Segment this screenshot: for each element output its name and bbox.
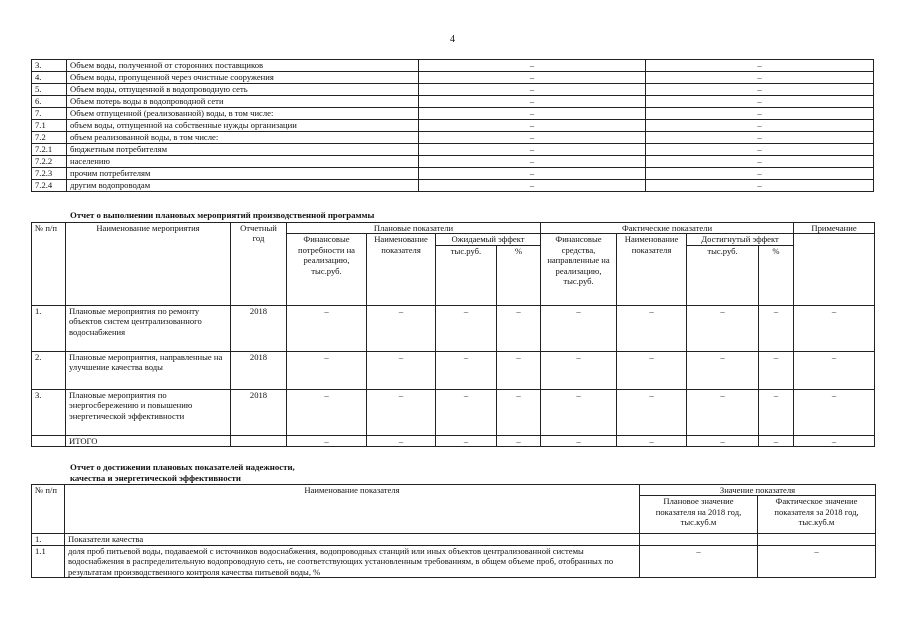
- row-num: 5.: [32, 84, 67, 96]
- row-value-2: –: [646, 156, 874, 168]
- row-value-1: –: [419, 96, 646, 108]
- row-num: 7.2.4: [32, 180, 67, 192]
- row-value-2: –: [646, 120, 874, 132]
- table-row: [32, 84, 874, 96]
- row-name: объем реализованной воды, в том числе:: [67, 132, 419, 144]
- total-value-3: –: [436, 435, 497, 446]
- col-header-fact-effect: Достигнутый эффект: [687, 234, 794, 245]
- row-name: Объем воды, полученной от сторонних поставщиков: [67, 60, 419, 72]
- row-num: 2.: [32, 351, 66, 389]
- table-row: [32, 144, 874, 156]
- row-num: 4.: [32, 72, 67, 84]
- t3-section-num: 1.: [32, 534, 65, 545]
- t3-section-blank-1: [640, 534, 758, 545]
- row-num: 3.: [32, 60, 67, 72]
- table-row: [32, 180, 874, 192]
- col-header-note-blank: [794, 234, 875, 305]
- col-header-event-name: Наименование мероприятия: [66, 223, 231, 306]
- row-name: Объем потерь воды в водопроводной сети: [67, 96, 419, 108]
- t3-col-header-actual: Фактическое значение показателя за 2018 год, тыс.куб.м: [758, 496, 876, 534]
- indicators-report-title-1: Отчет о достижении плановых показателей надежности,: [70, 462, 295, 472]
- col-header-fact-percent: %: [759, 245, 794, 305]
- col-header-year: Отчетный год: [231, 223, 287, 306]
- row-value-9: –: [794, 351, 875, 389]
- events-report-table: [31, 222, 875, 447]
- col-header-plan-rub: тыс.руб.: [436, 245, 497, 305]
- page-number: 4: [450, 34, 455, 45]
- t3-row-num: 1.1: [32, 545, 65, 577]
- t3-col-header-name: Наименование показателя: [65, 485, 640, 534]
- row-value-5: –: [541, 389, 617, 435]
- row-value-1: –: [419, 156, 646, 168]
- row-value-7: –: [687, 389, 759, 435]
- table-row: [32, 132, 874, 144]
- table-row: [32, 72, 874, 84]
- row-value-4: –: [497, 305, 541, 351]
- total-label: ИТОГО: [66, 435, 231, 446]
- row-value-6: –: [617, 389, 687, 435]
- row-value-6: –: [617, 305, 687, 351]
- row-value-1: –: [419, 60, 646, 72]
- row-value-3: –: [436, 305, 497, 351]
- row-name: Объем воды, пропущенной через очистные сооружения: [67, 72, 419, 84]
- row-value-8: –: [759, 351, 794, 389]
- row-value-5: –: [541, 351, 617, 389]
- row-name: населению: [67, 156, 419, 168]
- col-header-planned: Плановые показатели: [287, 223, 541, 234]
- row-value-1: –: [419, 108, 646, 120]
- row-num: 7.2.3: [32, 168, 67, 180]
- t3-section-blank-2: [758, 534, 876, 545]
- row-value-3: –: [436, 389, 497, 435]
- row-num: 7.1: [32, 120, 67, 132]
- total-value-4: –: [497, 435, 541, 446]
- row-year: 2018: [231, 351, 287, 389]
- row-value-9: –: [794, 305, 875, 351]
- row-value-1: –: [419, 120, 646, 132]
- row-event-name: Плановые мероприятия по ремонту объектов систем централизованного водоснабжения: [66, 305, 231, 351]
- row-value-5: –: [541, 305, 617, 351]
- col-header-plan-percent: %: [497, 245, 541, 305]
- table-row: [32, 389, 875, 435]
- row-num: 7.: [32, 108, 67, 120]
- table-row: [32, 351, 875, 389]
- table-row: [32, 305, 875, 351]
- row-name: другим водопроводам: [67, 180, 419, 192]
- row-value-9: –: [794, 389, 875, 435]
- col-header-fact-rub: тыс.руб.: [687, 245, 759, 305]
- total-value-6: –: [617, 435, 687, 446]
- row-name: Объем отпущенной (реализованной) воды, в том числе:: [67, 108, 419, 120]
- row-value-2: –: [646, 144, 874, 156]
- row-event-name: Плановые мероприятия по энергосбережению и повышению энергетической эффективности: [66, 389, 231, 435]
- table-row: [32, 168, 874, 180]
- col-header-fact-finance: Финансовые средства, направленные на реализацию, тыс.руб.: [541, 234, 617, 305]
- row-name: бюджетным потребителям: [67, 144, 419, 156]
- events-report-title: Отчет о выполнении плановых мероприятий производственной программы: [70, 210, 375, 220]
- col-header-plan-effect: Ожидаемый эффект: [436, 234, 541, 245]
- total-num: [32, 435, 66, 446]
- row-value-2: –: [646, 84, 874, 96]
- table-row: [32, 108, 874, 120]
- row-value-3: –: [436, 351, 497, 389]
- row-num: 1.: [32, 305, 66, 351]
- row-value-2: –: [367, 389, 436, 435]
- total-value-1: –: [287, 435, 367, 446]
- total-value-7: –: [687, 435, 759, 446]
- row-value-7: –: [687, 305, 759, 351]
- row-value-2: –: [646, 180, 874, 192]
- row-value-1: –: [287, 305, 367, 351]
- col-header-plan-indicator: Наименование показателя: [367, 234, 436, 305]
- row-event-name: Плановые мероприятия, направленные на улучшение качества воды: [66, 351, 231, 389]
- table-row: [32, 120, 874, 132]
- t3-row-planned: –: [640, 545, 758, 577]
- row-value-1: –: [287, 389, 367, 435]
- total-row: [32, 435, 875, 446]
- row-value-2: –: [646, 96, 874, 108]
- t3-col-header-planned: Плановое значение показателя на 2018 год, тыс.куб.м: [640, 496, 758, 534]
- row-value-2: –: [646, 108, 874, 120]
- row-value-8: –: [759, 305, 794, 351]
- row-name: прочим потребителям: [67, 168, 419, 180]
- total-value-8: –: [759, 435, 794, 446]
- row-value-2: –: [646, 60, 874, 72]
- row-name: объем воды, отпущенной на собственные нужды организации: [67, 120, 419, 132]
- t3-row-actual: –: [758, 545, 876, 577]
- col-header-actual: Фактические показатели: [541, 223, 794, 234]
- t3-col-header-value: Значение показателя: [640, 485, 876, 496]
- row-year: 2018: [231, 305, 287, 351]
- row-value-4: –: [497, 351, 541, 389]
- indicators-report-title-2: качества и энергетической эффективности: [70, 473, 241, 483]
- row-value-2: –: [646, 132, 874, 144]
- row-name: Объем воды, отпущенной в водопроводную сеть: [67, 84, 419, 96]
- row-value-8: –: [759, 389, 794, 435]
- total-value-2: –: [367, 435, 436, 446]
- row-value-1: –: [419, 84, 646, 96]
- row-num: 7.2: [32, 132, 67, 144]
- row-value-1: –: [287, 351, 367, 389]
- t3-row-name: доля проб питьевой воды, подаваемой с источников водоснабжения, водопроводных станций или иных объектов централизованной системы водоснабжения в распределительную водопроводную сеть, не соответствующих установленным требованиям, в общем объеме проб, отобранных по результатам производственного контроля качества питьевой воды, %: [65, 545, 640, 577]
- row-value-1: –: [419, 180, 646, 192]
- row-num: 7.2.2: [32, 156, 67, 168]
- table-row: [32, 60, 874, 72]
- row-value-2: –: [646, 72, 874, 84]
- table-row: [32, 156, 874, 168]
- row-num: 7.2.1: [32, 144, 67, 156]
- col-header-num: № п/п: [32, 223, 66, 306]
- row-value-7: –: [687, 351, 759, 389]
- water-volume-table: [31, 59, 874, 192]
- table-row: [32, 96, 874, 108]
- row-value-1: –: [419, 72, 646, 84]
- row-value-4: –: [497, 389, 541, 435]
- row-num: 3.: [32, 389, 66, 435]
- row-value-2: –: [367, 351, 436, 389]
- col-header-note: Примечание: [794, 223, 875, 234]
- col-header-plan-finance: Финансовые потребности на реализацию, тыс.руб.: [287, 234, 367, 305]
- row-value-1: –: [419, 132, 646, 144]
- row-value-1: –: [419, 144, 646, 156]
- total-year: [231, 435, 287, 446]
- total-value-9: –: [794, 435, 875, 446]
- col-header-fact-indicator: Наименование показателя: [617, 234, 687, 305]
- row-value-2: –: [367, 305, 436, 351]
- t3-col-header-num: № п/п: [32, 485, 65, 534]
- total-value-5: –: [541, 435, 617, 446]
- row-value-6: –: [617, 351, 687, 389]
- row-year: 2018: [231, 389, 287, 435]
- t3-section-name: Показатели качества: [65, 534, 640, 545]
- row-value-2: –: [646, 168, 874, 180]
- row-value-1: –: [419, 168, 646, 180]
- indicators-report-table: [31, 484, 876, 578]
- row-num: 6.: [32, 96, 67, 108]
